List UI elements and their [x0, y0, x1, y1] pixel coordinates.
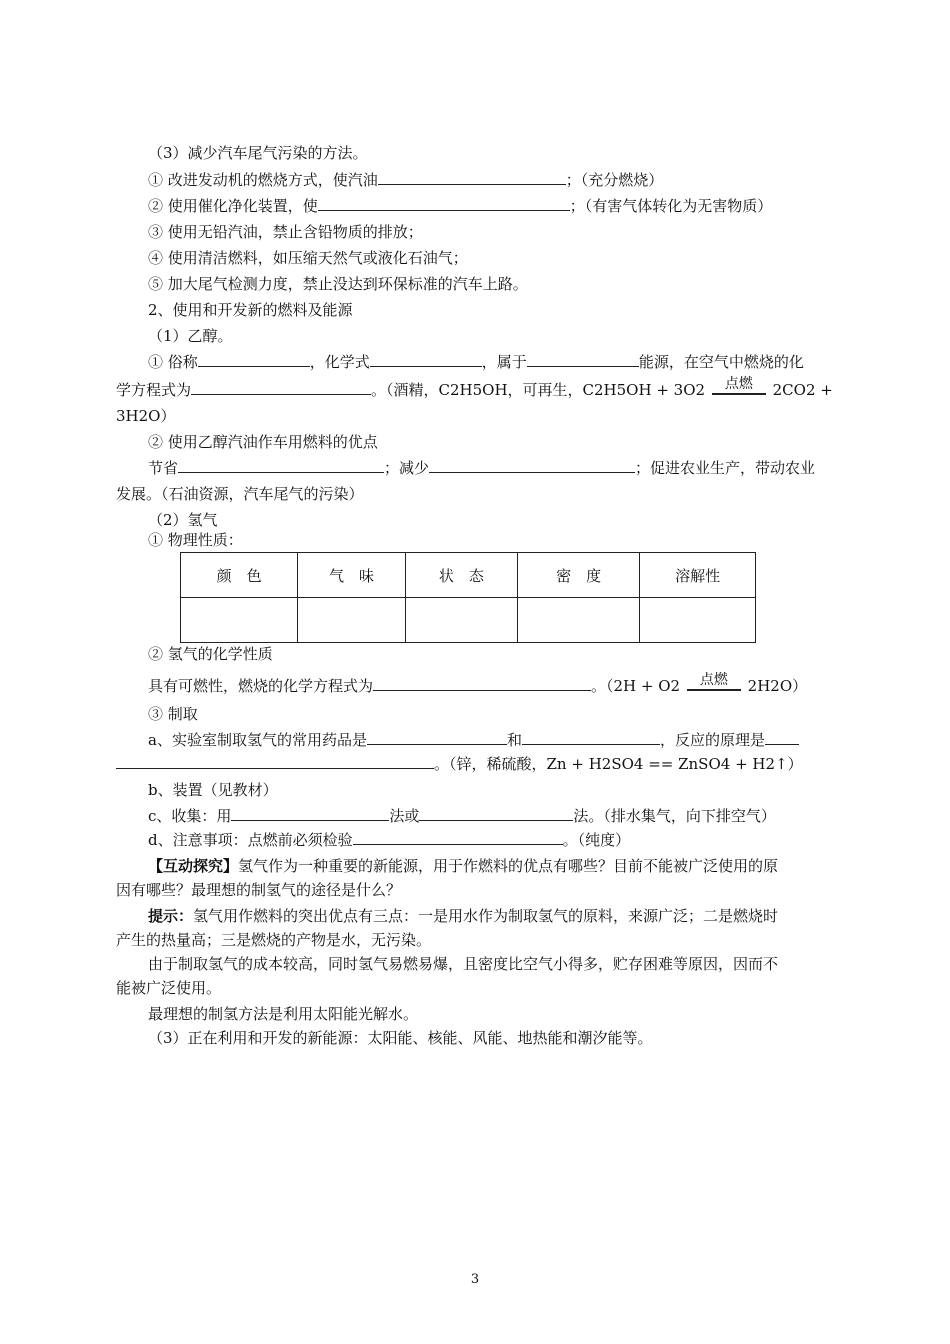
- physical-properties-table: [180, 552, 756, 643]
- explore-line-1: 【互动探究】氢气作为一种重要的新能源，用于作燃料的优点有哪些？目前不能被广泛使用的原: [148, 857, 779, 875]
- reaction-condition: 点燃: [710, 381, 768, 401]
- header-state: 状 态: [405, 553, 517, 598]
- table-header-row: [181, 553, 756, 598]
- prep-b: b、装置（见教材）: [148, 781, 278, 799]
- header-smell: 气 味: [298, 553, 406, 598]
- table-cell: [298, 598, 406, 643]
- prep-a-line-1: a、实验室制取氢气的常用药品是 和 ，反应的原理是: [148, 730, 799, 750]
- hint-line-2: 产生的热量高；三是燃烧的产物是水，无污染。: [116, 931, 432, 949]
- cost-line-2: 能被广泛使用。: [116, 979, 222, 997]
- ethanol-title: （1）乙醇。: [148, 327, 233, 345]
- combustion-line: 具有可燃性，燃烧的化学方程式为 。（2H + O2 点燃 2H2O）: [148, 672, 808, 695]
- advantage-line-1: 节省 ；减少 ；促进农业生产，带动农业: [148, 459, 816, 477]
- table-cell: [518, 598, 640, 643]
- ideal-method: 最理想的制氢方法是利用太阳能光解水。: [148, 1005, 419, 1023]
- ethanol-line-2: 学方程式为 。（酒精，C2H5OH，可再生，C2H5OH + 3O2 点燃 2CO2 +: [116, 376, 833, 399]
- method-4: ④ 使用清洁燃料，如压缩天然气或液化石油气；: [148, 249, 468, 267]
- explore-line-2: 因有哪些？最理想的制氢气的途径是什么？: [116, 881, 402, 899]
- method-1: ① 改进发动机的燃烧方式，使汽油 ；（充分燃烧）: [148, 171, 664, 189]
- hint-line-1: 提示：氢气用作燃料的突出优点有三点：一是用水作为制取氢气的原料，来源广泛；二是燃烧时: [148, 907, 779, 925]
- method-5: ⑤ 加大尾气检测力度，禁止没达到环保标准的汽车上路。: [148, 275, 528, 293]
- chemical-properties-title: ② 氢气的化学性质: [148, 645, 273, 663]
- new-energy-sources: （3）正在利用和开发的新能源：太阳能、核能、风能、地热能和潮汐能等。: [148, 1029, 653, 1047]
- section-3-title: （3）减少汽车尾气污染的方法。: [148, 144, 368, 162]
- header-density: 密 度: [518, 553, 640, 598]
- reaction-condition: 点燃: [685, 677, 743, 697]
- ethanol-line-3: 3H2O）: [116, 407, 176, 425]
- header-solubility: 溶解性: [640, 553, 756, 598]
- prep-c: c、收集：用 法或 法。（排水集气，向下排空气）: [148, 807, 776, 825]
- cost-line-1: 由于制取氢气的成本较高，同时氢气易燃易爆，且密度比空气小得多，贮存困难等原因，因而不: [148, 955, 779, 973]
- method-3: ③ 使用无铅汽油，禁止含铅物质的排放；: [148, 223, 423, 241]
- advantage-title: ② 使用乙醇汽油作车用燃料的优点: [148, 433, 378, 451]
- table-row: [181, 598, 756, 643]
- header-color: 颜 色: [181, 553, 298, 598]
- table-cell: [405, 598, 517, 643]
- ethanol-line-1: ① 俗称 ，化学式 ，属于 能源，在空气中燃烧的化: [148, 353, 804, 371]
- prep-d: d、注意事项：点燃前必须检验 。（纯度）: [148, 831, 631, 849]
- section-2-title: 2、使用和开发新的燃料及能源: [148, 301, 353, 319]
- page-number: 3: [470, 1272, 480, 1287]
- prep-a-line-2: 。（锌，稀硫酸，Zn + H2SO4 == ZnSO4 + H2↑）: [116, 754, 803, 774]
- physical-properties-title: ① 物理性质：: [148, 531, 243, 549]
- preparation-title: ③ 制取: [148, 705, 198, 723]
- table-cell: [181, 598, 298, 643]
- advantage-line-2: 发展。（石油资源，汽车尾气的污染）: [116, 485, 364, 503]
- method-2: ② 使用催化净化装置，使 ；（有害气体转化为无害物质）: [148, 197, 773, 215]
- hydrogen-title: （2）氢气: [148, 511, 218, 529]
- table-cell: [640, 598, 756, 643]
